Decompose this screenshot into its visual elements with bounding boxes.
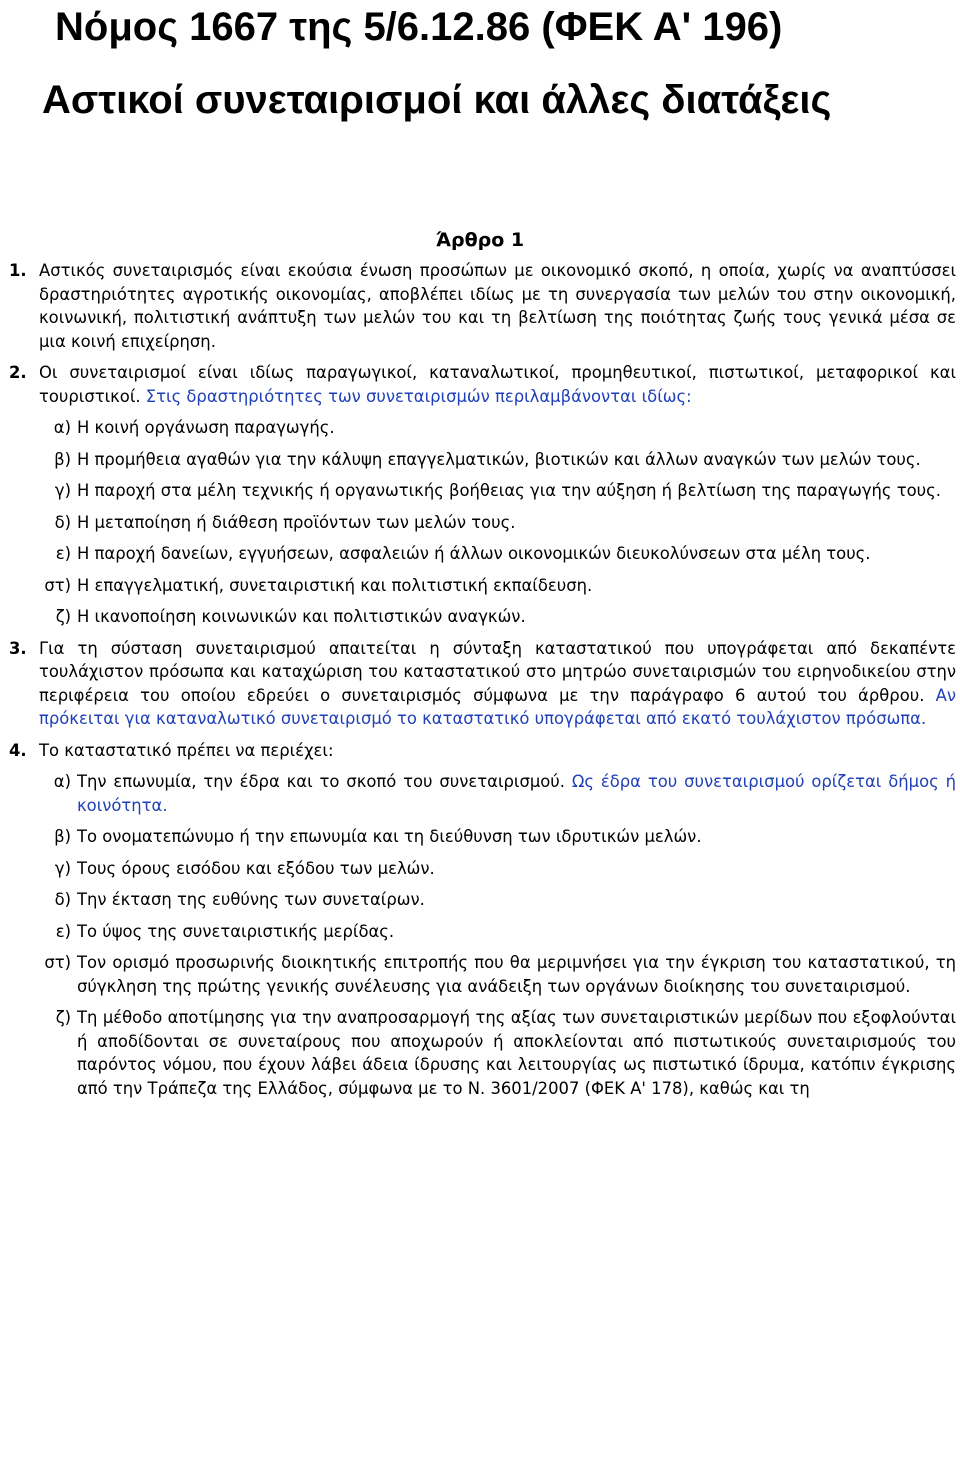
paragraph-sentence-highlighted: Στις δραστηριότητες των συνεταιρισμών περιλαμβάνονται ιδίως: xyxy=(145,386,692,406)
list-item-text: Η παροχή δανείων, εγγυήσεων, ασφαλειών ή άλλων οικονομικών διευκολύνσεων στα μέλη τους. xyxy=(77,544,871,563)
paragraph-3 xyxy=(0,637,960,731)
list-item-label: γ) xyxy=(54,481,71,500)
paragraph-sentence: Για τη σύσταση συνεταιρισμού απαιτείται η σύνταξη καταστατικού που υπογράφεται από δεκαπέντε τουλάχιστον πρόσωπα και καταχώριση του καταστατικού στο μητρώο συνεταιρισμών του ειρηνοδικείου στην περιφέρεια του οποίου εδρεύει ο συνεταιρισμός σύμφωνα με την παράγραφο 6 αυτού του άρθρου. xyxy=(39,638,956,705)
list-item xyxy=(0,920,960,944)
paragraph-text: Το καταστατικό πρέπει να περιέχει: xyxy=(39,740,334,760)
list-item xyxy=(0,511,960,535)
paragraph-text: Αστικός συνεταιρισμός είναι εκούσια ένωση προσώπων με οικονομικό σκοπό, η οποία, χωρίς να αναπτύσσει δραστηριότητες αγροτικής οικονομίας, αποβλέπει ιδίως με τη συνεργασία των μελών του στην οικονομική, κοινωνική, πολιτιστική ανάπτυξη των μελών του και τη βελτίωση της ποιότητας ζωής τους γενικά μέσα σε μια κοινή επιχείρηση. xyxy=(39,261,956,351)
paragraph-number: 4. xyxy=(9,740,27,760)
list-item xyxy=(0,416,960,440)
list-item-label: ζ) xyxy=(55,607,71,626)
list-item xyxy=(0,951,960,998)
list-item-sentence-highlighted: Ως έδρα του συνεταιρισμού ορίζεται δήμος ή κοινότητα. xyxy=(77,772,956,815)
list-item xyxy=(0,857,960,881)
paragraph-number: 3. xyxy=(9,638,27,658)
paragraph-number: 1. xyxy=(9,261,27,280)
list-item-sentence: Την επωνυμία, την έδρα και το σκοπό του συνεταιρισμού. xyxy=(77,772,565,791)
list-item-label: ζ) xyxy=(55,1008,71,1027)
list-item xyxy=(0,825,960,849)
list-item-text: Το ύψος της συνεταιριστικής μερίδας. xyxy=(77,921,395,941)
list-item-text: Η κοινή οργάνωση παραγωγής. xyxy=(77,418,335,437)
paragraph-number: 2. xyxy=(9,363,27,382)
list-item-label: β) xyxy=(54,449,71,469)
list-item-label: ε) xyxy=(55,544,71,563)
document-title: Νόμος 1667 της 5/6.12.86 (ΦΕΚ Α' 196) xyxy=(55,5,783,49)
list-item xyxy=(0,888,960,912)
list-item-text: Η ικανοποίηση κοινωνικών και πολιτιστικών αναγκών. xyxy=(77,607,526,626)
list-item-label: β) xyxy=(54,827,71,846)
list-item-text: Τους όρους εισόδου και εξόδου των μελών. xyxy=(77,858,435,878)
list-item-text: Η μεταποίηση ή διάθεση προϊόντων των μελών τους. xyxy=(77,512,516,532)
list-item-text: Η επαγγελματική, συνεταιριστική και πολιτιστική εκπαίδευση. xyxy=(77,575,593,595)
paragraph-text xyxy=(39,361,956,408)
list-item-text: Τη μέθοδο αποτίμησης για την αναπροσαρμογή της αξίας των συνεταιριστικών μερίδων που εξοφλούνται ή αποδίδονται σε συνεταίρους που αποχωρούν ή αποκλείονται από πιστωτικούς συνεταιρισμούς του παρόντος νόμου, που έχουν λάβει άδεια ίδρυσης και λειτουργίας ως πιστωτικό ίδρυμα, κατόπιν έγκρισης από την Τράπεζα της Ελλάδος, σύμφωνα με το Ν. 3601/2007 (ΦΕΚ Α' 178), καθώς και τη xyxy=(77,1008,956,1098)
list-item xyxy=(0,770,960,817)
list-item-label: στ) xyxy=(44,575,71,595)
list-item-label: α) xyxy=(53,772,71,791)
list-item-label: α) xyxy=(53,418,71,437)
article-body xyxy=(0,259,960,1108)
list-item xyxy=(0,448,960,472)
paragraph-sentence-highlighted: Αν πρόκειται για καταναλωτικό συνεταιρισμό το καταστατικό υπογράφεται από εκατό τουλάχιστον πρόσωπα. xyxy=(39,685,956,728)
list-item xyxy=(0,479,960,503)
list-item-label: δ) xyxy=(54,890,71,909)
list-item xyxy=(0,1006,960,1100)
list-item xyxy=(0,574,960,598)
list-item-text: Την έκταση της ευθύνης των συνεταίρων. xyxy=(77,890,425,909)
paragraph-4 xyxy=(0,739,960,763)
document-subtitle: Αστικοί συνεταιρισμοί και άλλες διατάξεις xyxy=(42,78,832,122)
paragraph-1 xyxy=(0,259,960,353)
list-item-label: δ) xyxy=(54,512,71,532)
list-item-label: ε) xyxy=(55,921,71,941)
list-item-label: γ) xyxy=(54,858,71,878)
paragraph-2 xyxy=(0,361,960,408)
list-item xyxy=(0,542,960,566)
list-item-text: Το ονοματεπώνυμο ή την επωνυμία και τη διεύθυνση των ιδρυτικών μελών. xyxy=(77,827,702,846)
list-item xyxy=(0,605,960,629)
list-item-text: Η παροχή στα μέλη τεχνικής ή οργανωτικής βοήθειας για την αύξηση ή βελτίωση της παραγωγής τους. xyxy=(77,481,941,500)
paragraph-sentence: Οι συνεταιρισμοί είναι ιδίως παραγωγικοί, καταναλωτικοί, προμηθευτικοί, πιστωτικοί, μεταφορικοί και τουριστικοί. xyxy=(39,363,956,406)
list-item-text xyxy=(77,770,956,817)
list-item-label: στ) xyxy=(44,953,71,972)
article-heading: Άρθρο 1 xyxy=(435,229,525,251)
list-item-text: Η προμήθεια αγαθών για την κάλυψη επαγγελματικών, βιοτικών και άλλων αναγκών των μελών τους. xyxy=(77,449,921,469)
list-item-text: Τον ορισμό προσωρινής διοικητικής επιτροπής που θα μεριμνήσει για την έγκριση του καταστατικού, τη σύγκληση της πρώτης γενικής συνέλευσης για ανάδειξη των οργάνων διοίκησης του συνεταιρισμού. xyxy=(77,953,956,996)
paragraph-text xyxy=(39,637,956,731)
